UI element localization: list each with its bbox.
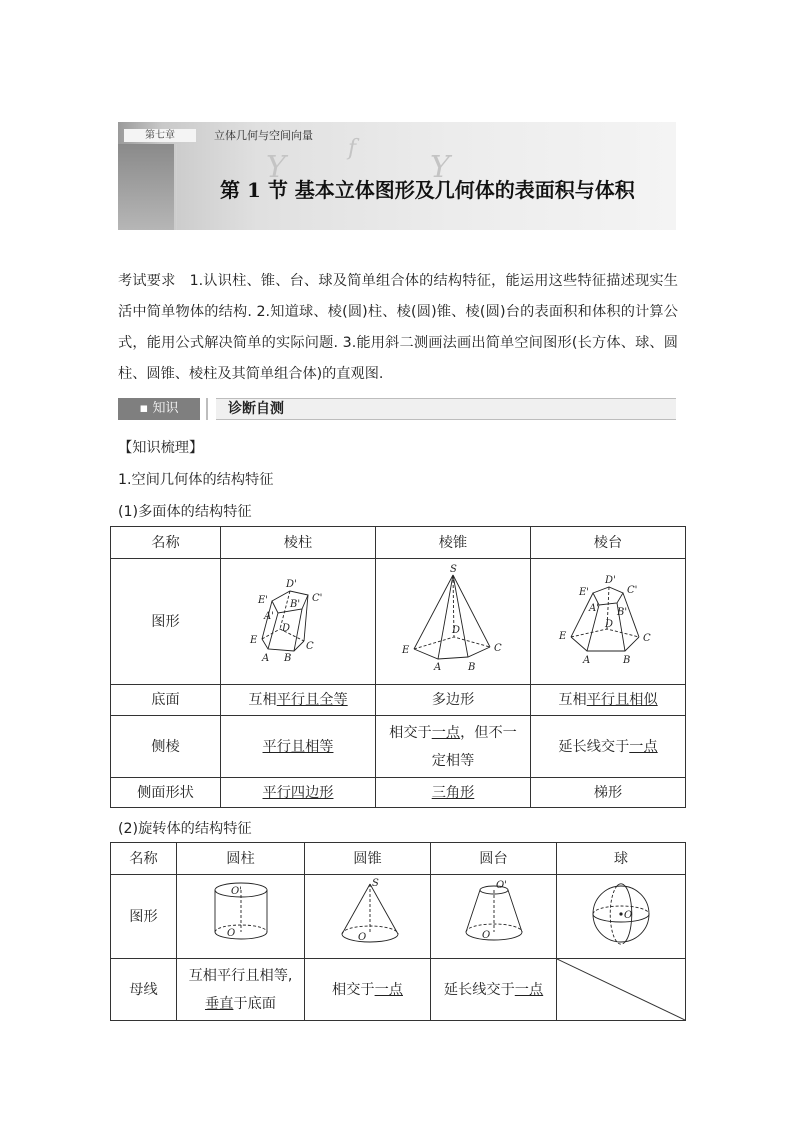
pyramid-edge-cell (376, 716, 531, 778)
vertex-label: B' (290, 599, 301, 610)
vertex-label: A (262, 653, 270, 664)
vertex-label: O (624, 910, 633, 921)
cell-text: 相交于 (332, 981, 375, 998)
cell-text: 互相 (558, 692, 587, 708)
vertex-label: C (643, 633, 651, 644)
cylinder-generatrix-cell (177, 959, 305, 1021)
frustum-diagram (553, 563, 663, 673)
row-label: 图形 (111, 559, 221, 685)
cylinder-figure-cell (177, 875, 305, 959)
section-bar (118, 398, 676, 422)
knowledge-tab: ▪ 知识 (118, 398, 200, 420)
cell-answer: 一点 (374, 981, 403, 998)
frustum-edge-cell (531, 716, 686, 778)
pyramid-base-cell: 多边形 (376, 685, 531, 716)
vertex-label: E (250, 635, 258, 646)
vertex-label: B' (617, 607, 628, 618)
cell-answer: 一点 (431, 724, 461, 741)
row-label: 侧棱 (111, 716, 221, 778)
frustum-face-cell: 梯形 (531, 778, 686, 808)
vertex-label: B (468, 662, 476, 673)
vertex-label: O (481, 930, 490, 941)
cell-text: 相交于 (389, 724, 432, 741)
frustum-base-cell (531, 685, 686, 716)
pyramid-figure-cell (376, 559, 531, 685)
banner-watermark: f (348, 136, 357, 161)
sub-heading-rotation: (2)旋转体的结构特征 (118, 821, 252, 837)
pyramid-diagram (398, 563, 508, 673)
prism-edge-cell (221, 716, 376, 778)
row-label: 母线 (111, 959, 177, 1021)
prism-base-cell (221, 685, 376, 716)
cell-text: 于底面 (233, 995, 276, 1012)
cell-answer: 平行且相等 (262, 738, 334, 755)
vertex-label: D (605, 619, 614, 630)
polyhedron-table (110, 526, 686, 808)
item-heading: 1.空间几何体的结构特征 (118, 472, 274, 488)
cell-answer: 平行四边形 (262, 784, 334, 801)
vertex-label: B (623, 655, 631, 666)
cell-text: 互相 (248, 692, 277, 708)
vertex-label: A (583, 655, 591, 666)
row-label: 侧面形状 (111, 778, 221, 808)
truncated-cone-diagram (454, 876, 534, 950)
prism-figure-cell (221, 559, 376, 685)
frustum2-figure-cell (431, 875, 557, 959)
vertex-label: D' (605, 575, 616, 586)
chapter-banner (118, 122, 676, 230)
vertex-label: C' (312, 593, 323, 604)
chapter-title: 立体几何与空间向量 (214, 129, 313, 142)
exam-requirements (118, 266, 678, 390)
header-cell: 圆台 (431, 843, 557, 875)
header-cell: 棱柱 (221, 527, 376, 559)
header-cell: 球 (557, 843, 686, 875)
chapter-bar (118, 128, 676, 144)
cell-text: ，但不一 (460, 724, 517, 741)
vertex-label: C' (627, 585, 638, 596)
vertex-label: A (434, 662, 442, 673)
vertex-label: B (284, 653, 292, 664)
vertex-label: O' (230, 886, 242, 897)
row-label: 底面 (111, 685, 221, 716)
cone-figure-cell (305, 875, 431, 959)
header-cell: 棱锥 (376, 527, 531, 559)
cell-text: 延长线交于 (558, 738, 630, 755)
frustum-figure-cell (531, 559, 686, 685)
header-cell: 名称 (111, 527, 221, 559)
vertex-label: O' (495, 880, 507, 891)
frustum-generatrix-cell (431, 959, 557, 1021)
vertex-label: E' (258, 595, 269, 606)
sub-heading-polyhedron: (1)多面体的结构特征 (118, 504, 252, 520)
header-cell: 圆锥 (305, 843, 431, 875)
vertex-label: C (306, 641, 314, 652)
cell-text: 定相等 (431, 752, 475, 769)
divider (206, 398, 208, 420)
diagnosis-tab: 诊断自测 (216, 398, 676, 420)
sphere-diagram (581, 876, 661, 950)
banner-watermark: Y (430, 150, 450, 185)
cell-answer: 平行且相似 (586, 692, 658, 708)
header-cell: 名称 (111, 843, 177, 875)
sphere-generatrix-cell (557, 959, 686, 1021)
sphere-figure-cell (557, 875, 686, 959)
vertex-label: D' (286, 579, 297, 590)
vertex-label: D (282, 623, 291, 634)
vertex-label: C (494, 643, 502, 654)
cell-answer: 一点 (514, 981, 544, 998)
pyramid-face-cell (376, 778, 531, 808)
vertex-label: E (559, 631, 567, 642)
cylinder-diagram (201, 876, 281, 950)
chapter-number: 第七章 (124, 129, 196, 142)
vertex-label: E' (579, 587, 590, 598)
requirements-label: 考试要求 (118, 273, 176, 289)
vertex-label: A' (264, 611, 274, 622)
vertex-label: S (450, 564, 457, 575)
header-cell: 圆柱 (177, 843, 305, 875)
vertex-label: S (371, 878, 379, 889)
cell-answer: 一点 (629, 738, 658, 755)
cell-answer: 平行且全等 (276, 692, 348, 708)
diagonal-slash (557, 959, 685, 1020)
banner-watermark: Y (266, 150, 286, 185)
header-cell: 棱台 (531, 527, 686, 559)
banner-line (176, 144, 177, 230)
vertex-label: E (402, 645, 410, 656)
cone-diagram (328, 876, 408, 950)
section-title: 第 1 节 基本立体图形及几何体的表面积与体积 (220, 178, 635, 202)
prism-diagram (248, 563, 348, 673)
vertex-label: O (357, 932, 366, 943)
vertex-label: O (226, 928, 235, 939)
rotation-body-table (110, 842, 686, 1021)
cone-generatrix-cell (305, 959, 431, 1021)
vertex-label: A' (589, 603, 599, 614)
cell-answer: 垂直 (205, 995, 234, 1012)
cell-text: 延长线交于 (443, 981, 515, 998)
knowledge-heading: 【知识梳理】 (118, 440, 204, 456)
vertex-label: D (452, 625, 461, 636)
prism-face-cell (221, 778, 376, 808)
banner-decoration (118, 144, 174, 230)
row-label: 图形 (111, 875, 177, 959)
requirements-text: 1.认识柱、锥、台、球及简单组合体的结构特征，能运用这些特征描述现实生活中简单物体的结构. 2.知道球、棱(圆)柱、棱(圆)锥、棱(圆)台的表面积和体积的计算公式，能用公式解决简单的实际问题. 3.能用斜二测画法画出简单空间图形(长方体、球、圆柱、圆锥、棱柱及其简单组合体)的直观图. (118, 273, 678, 382)
cell-answer: 三角形 (431, 784, 475, 801)
cell-text: 互相平行且相等, (188, 967, 293, 984)
